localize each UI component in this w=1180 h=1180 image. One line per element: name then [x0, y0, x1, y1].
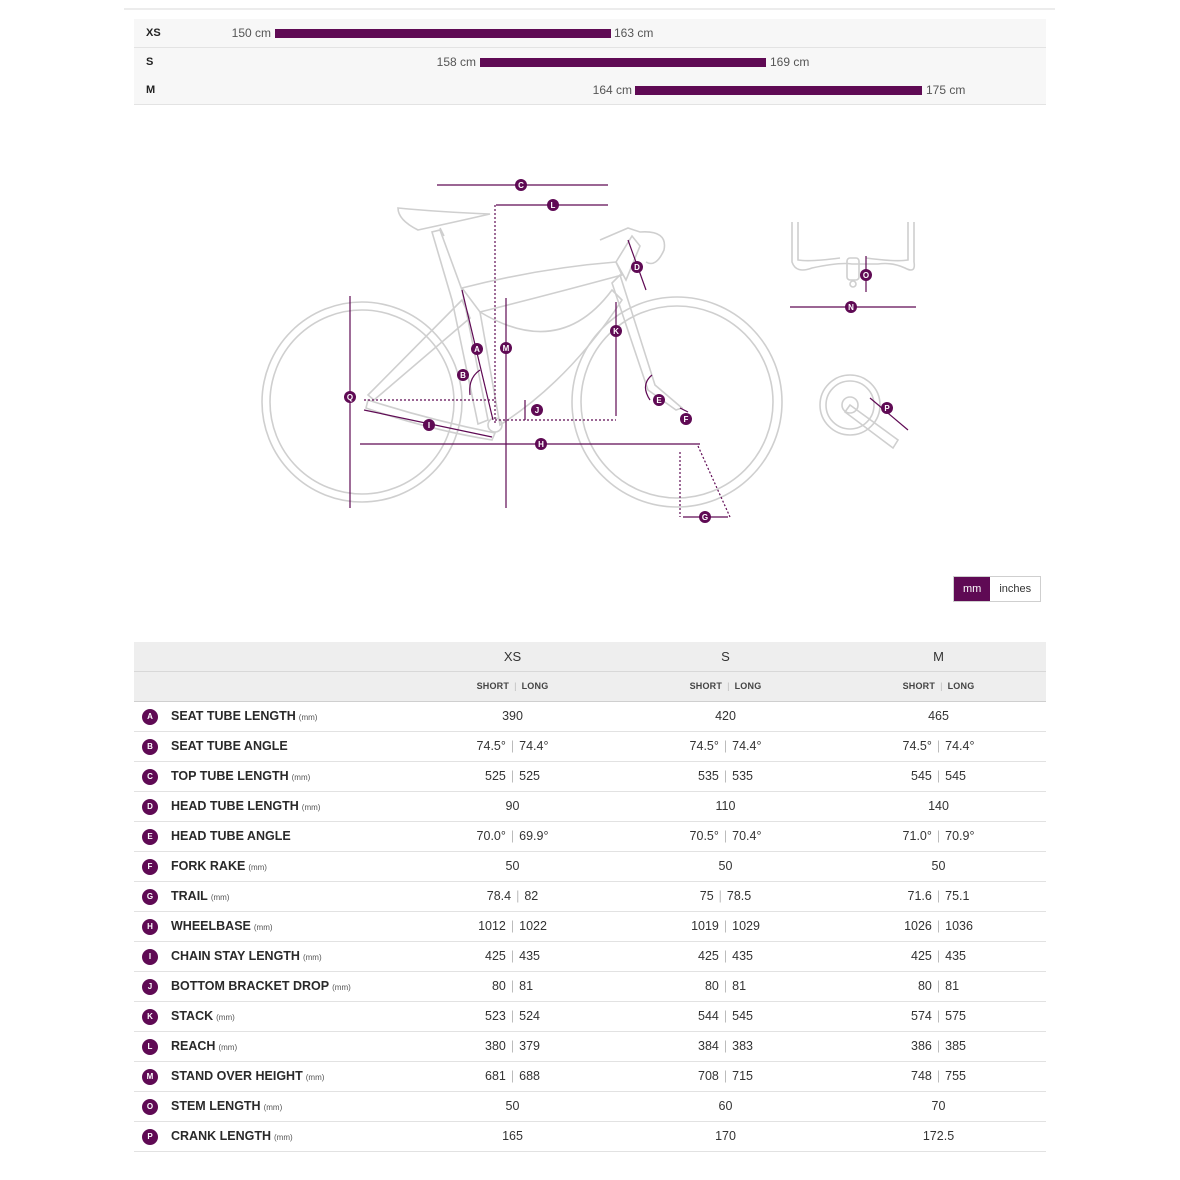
- measurement-name: [171, 1092, 282, 1122]
- value-separator: |: [510, 1069, 515, 1083]
- svg-text:K: K: [613, 327, 619, 336]
- value-cell-s: [619, 732, 832, 761]
- measurement-unit: (mm): [332, 983, 351, 992]
- marker-a: [471, 343, 483, 355]
- table-row: [134, 1032, 1046, 1062]
- measurement-name: [171, 1122, 293, 1152]
- long-value: 688: [519, 1069, 540, 1083]
- long-value: 715: [732, 1069, 753, 1083]
- value-cell-m: [832, 942, 1045, 971]
- short-value: 523: [485, 1009, 506, 1023]
- letter-badge: H: [142, 919, 158, 935]
- letter-badge: K: [142, 1009, 158, 1025]
- table-row: [134, 762, 1046, 792]
- short-value: 525: [485, 769, 506, 783]
- unit-toggle: [953, 576, 1041, 602]
- long-value: 379: [519, 1039, 540, 1053]
- letter-badge: D: [142, 799, 158, 815]
- value-cell-m: [832, 1062, 1045, 1091]
- down-tube: [480, 290, 622, 425]
- long-value: 385: [945, 1039, 966, 1053]
- range-bar: [480, 58, 766, 67]
- short-value: 708: [698, 1069, 719, 1083]
- letter-badge: G: [142, 889, 158, 905]
- table-row: [134, 1092, 1046, 1122]
- long-value: 535: [732, 769, 753, 783]
- marker-o: [860, 269, 872, 281]
- measurement-unit: (mm): [301, 803, 321, 812]
- long-value: 74.4°: [945, 739, 975, 753]
- measurement-label: FORK RAKE: [171, 859, 246, 873]
- measurement-unit: (mm): [302, 953, 322, 962]
- measurement-name: [171, 1032, 237, 1062]
- svg-text:J: J: [534, 406, 540, 415]
- table-row: [134, 702, 1046, 732]
- short-value: 681: [485, 1069, 506, 1083]
- value-cell-m: 70: [931, 1099, 946, 1113]
- value-cell-s: 110: [715, 799, 736, 813]
- long-value: 435: [945, 949, 966, 963]
- short-value: 71.6: [907, 889, 932, 903]
- long-value: 75.1: [945, 889, 970, 903]
- value-separator: |: [510, 739, 515, 753]
- value-separator: |: [936, 1069, 941, 1083]
- value-cell-m: [832, 882, 1045, 911]
- value-cell-xs: [406, 912, 619, 941]
- marker-e: [653, 394, 665, 406]
- marker-q: [344, 391, 356, 403]
- letter-badge: J: [142, 979, 158, 995]
- value-cell-m: 465: [928, 709, 949, 723]
- long-label: LONG: [947, 681, 975, 691]
- value-cell-s: [619, 912, 832, 941]
- value-cell-xs: [406, 762, 619, 791]
- measurement-label: CHAIN STAY LENGTH: [171, 949, 300, 963]
- measurement-name: [171, 1002, 235, 1032]
- letter-badge: P: [142, 1129, 158, 1145]
- measurement-name: [171, 702, 317, 732]
- value-separator: |: [936, 889, 941, 903]
- value-cell-s: 170: [715, 1129, 736, 1143]
- measurement-label: BOTTOM BRACKET DROP: [171, 979, 330, 993]
- measurement-unit: (mm): [248, 863, 267, 872]
- size-header-m: M: [933, 649, 944, 664]
- value-separator: |: [936, 949, 941, 963]
- short-value: 535: [698, 769, 719, 783]
- value-separator: |: [510, 769, 515, 783]
- value-cell-s: 50: [718, 859, 733, 873]
- short-value: 70.5°: [689, 829, 719, 843]
- measurement-name: [171, 1062, 324, 1092]
- table-row: [134, 942, 1046, 972]
- short-label: SHORT: [902, 681, 936, 691]
- value-cell-m: [832, 732, 1045, 761]
- long-value: 525: [519, 769, 540, 783]
- value-separator: |: [723, 829, 728, 843]
- marker-l: [547, 199, 559, 211]
- range-bar: [635, 86, 922, 95]
- short-value: 545: [911, 769, 932, 783]
- svg-text:M: M: [502, 344, 510, 353]
- table-row: [134, 852, 1046, 882]
- measurement-unit: (mm): [210, 893, 230, 902]
- long-value: 1029: [732, 919, 760, 933]
- range-bar: [275, 29, 611, 38]
- value-separator: |: [510, 1039, 515, 1053]
- value-separator: |: [718, 889, 722, 903]
- value-cell-xs: 50: [505, 1099, 520, 1113]
- svg-text:C: C: [518, 181, 524, 190]
- letter-badge: C: [142, 769, 158, 785]
- svg-text:H: H: [538, 440, 544, 449]
- value-separator: |: [936, 769, 941, 783]
- value-cell-m: [832, 1032, 1045, 1061]
- value-cell-s: 420: [715, 709, 736, 723]
- marker-h: [535, 438, 547, 450]
- variant-header: SHORT | LONG: [689, 681, 762, 691]
- value-cell-s: [619, 822, 832, 851]
- long-value: 524: [519, 1009, 540, 1023]
- short-value: 78.4: [486, 889, 512, 903]
- value-cell-m: [832, 762, 1045, 791]
- saddle: [398, 208, 490, 230]
- value-separator: |: [936, 919, 941, 933]
- long-value: 435: [519, 949, 540, 963]
- measurement-name: [171, 912, 273, 942]
- short-value: 574: [911, 1009, 932, 1023]
- short-value: 425: [911, 949, 932, 963]
- unit-inches-button[interactable]: inches: [990, 577, 1040, 601]
- range-min: 158 cm: [436, 55, 476, 69]
- long-value: 70.9°: [945, 829, 975, 843]
- measurement-label: CRANK LENGTH: [171, 1129, 271, 1143]
- letter-badge: E: [142, 829, 158, 845]
- measurement-label: HEAD TUBE LENGTH: [171, 799, 299, 813]
- value-cell-xs: [406, 942, 619, 971]
- range-max: 169 cm: [770, 55, 810, 69]
- short-value: 1019: [691, 919, 719, 933]
- value-separator: |: [936, 979, 941, 993]
- long-value: 1022: [519, 919, 547, 933]
- value-separator: |: [510, 1009, 515, 1023]
- size-label: XS: [146, 27, 161, 39]
- measurement-label: REACH: [171, 1039, 216, 1053]
- handlebar-front-view: [792, 222, 914, 270]
- short-value: 1026: [904, 919, 932, 933]
- range-max: 163 cm: [614, 26, 654, 40]
- range-max: 175 cm: [926, 83, 966, 97]
- table-variant-header: [134, 672, 1046, 702]
- measurement-name: [171, 852, 267, 882]
- measurement-label: SEAT TUBE ANGLE: [171, 739, 288, 753]
- short-value: 74.5°: [476, 739, 506, 753]
- value-cell-m: 172.5: [922, 1129, 955, 1143]
- value-cell-xs: 390: [502, 709, 523, 723]
- table-row: [134, 1002, 1046, 1032]
- svg-text:E: E: [656, 396, 662, 405]
- svg-text:I: I: [427, 421, 431, 430]
- value-separator: |: [510, 979, 515, 993]
- svg-text:N: N: [848, 303, 854, 312]
- variant-header: SHORT | LONG: [902, 681, 975, 691]
- value-cell-s: [619, 762, 832, 791]
- size-header-xs: XS: [503, 649, 522, 664]
- measurement-label: TRAIL: [171, 889, 208, 903]
- measurement-label: HEAD TUBE ANGLE: [171, 829, 291, 843]
- rear-wheel: [262, 302, 462, 502]
- value-cell-s: 60: [718, 1099, 733, 1113]
- short-value: 75: [699, 889, 714, 903]
- value-separator: |: [510, 829, 515, 843]
- long-value: 755: [945, 1069, 966, 1083]
- bike-geometry-diagram: [240, 160, 940, 540]
- marker-k: [610, 325, 622, 337]
- long-value: 81: [732, 979, 747, 993]
- short-value: 748: [911, 1069, 932, 1083]
- measurement-unit: (mm): [291, 773, 311, 782]
- measurement-unit: (mm): [253, 923, 273, 932]
- fork: [612, 275, 682, 410]
- size-header-s: S: [721, 649, 730, 664]
- letter-badge: A: [142, 709, 158, 725]
- marker-b: [457, 369, 469, 381]
- long-label: LONG: [734, 681, 762, 691]
- unit-mm-button[interactable]: mm: [954, 577, 990, 601]
- measurement-name: [171, 822, 291, 851]
- marker-i: [423, 419, 435, 431]
- short-value: 70.0°: [476, 829, 506, 843]
- measurement-label: WHEELBASE: [171, 919, 251, 933]
- value-cell-xs: [406, 1002, 619, 1031]
- value-cell-m: [832, 822, 1045, 851]
- measurement-unit: (mm): [305, 1073, 325, 1082]
- measurement-unit: (mm): [263, 1103, 283, 1112]
- short-value: 544: [698, 1009, 719, 1023]
- long-value: 74.4°: [732, 739, 762, 753]
- head-tube: [616, 236, 640, 280]
- long-value: 70.4°: [732, 829, 762, 843]
- value-cell-xs: 50: [505, 859, 520, 873]
- long-value: 575: [945, 1009, 966, 1023]
- value-cell-xs: [406, 882, 619, 911]
- table-row: [134, 972, 1046, 1002]
- short-value: 425: [485, 949, 506, 963]
- value-separator: |: [510, 949, 515, 963]
- size-range-row-s: [134, 48, 1046, 77]
- value-separator: |: [936, 829, 941, 843]
- long-value: 81: [945, 979, 960, 993]
- letter-badge: L: [142, 1039, 158, 1055]
- marker-p: [881, 402, 893, 414]
- measurement-unit: (mm): [274, 1133, 293, 1142]
- measurement-unit: (mm): [216, 1013, 235, 1022]
- measurement-name: [171, 792, 320, 822]
- long-value: 74.4°: [519, 739, 549, 753]
- measurement-unit: (mm): [298, 713, 318, 722]
- marker-j: [531, 404, 543, 416]
- letter-badge: M: [142, 1069, 158, 1085]
- measurement-label: TOP TUBE LENGTH: [171, 769, 289, 783]
- value-cell-xs: 90: [505, 799, 520, 813]
- top-divider: [124, 8, 1055, 10]
- marker-m: [500, 342, 512, 354]
- value-cell-m: [832, 972, 1045, 1001]
- measurement-label: STAND OVER HEIGHT: [171, 1069, 303, 1083]
- size-label: M: [146, 84, 156, 96]
- letter-badge: F: [142, 859, 158, 875]
- short-value: 74.5°: [902, 739, 932, 753]
- short-value: 380: [485, 1039, 506, 1053]
- short-value: 1012: [478, 919, 506, 933]
- long-value: 81: [519, 979, 534, 993]
- marker-c: [515, 179, 527, 191]
- value-separator: |: [723, 1039, 728, 1053]
- value-cell-s: [619, 1032, 832, 1061]
- short-value: 384: [698, 1039, 719, 1053]
- table-size-header: [134, 642, 1046, 672]
- handlebar: [600, 228, 665, 264]
- range-min: 150 cm: [231, 26, 271, 40]
- measurement-label: SEAT TUBE LENGTH: [171, 709, 296, 723]
- svg-text:B: B: [460, 371, 466, 380]
- table-row: [134, 1122, 1046, 1152]
- value-separator: |: [516, 889, 520, 903]
- svg-text:L: L: [550, 201, 556, 210]
- marker-d: [631, 261, 643, 273]
- long-value: 383: [732, 1039, 753, 1053]
- long-value: 435: [732, 949, 753, 963]
- svg-text:F: F: [683, 415, 689, 424]
- long-value: 82: [524, 889, 539, 903]
- value-separator: |: [510, 919, 515, 933]
- svg-text:O: O: [862, 271, 870, 280]
- value-cell-xs: [406, 1032, 619, 1061]
- value-cell-m: 140: [928, 799, 949, 813]
- value-cell-xs: [406, 822, 619, 851]
- letter-badge: I: [142, 949, 158, 965]
- long-value: 69.9°: [519, 829, 549, 843]
- long-value: 78.5: [726, 889, 752, 903]
- value-cell-s: [619, 1062, 832, 1091]
- measurement-name: [171, 762, 310, 792]
- value-separator: |: [723, 739, 728, 753]
- front-wheel: [572, 297, 782, 507]
- long-value: 545: [732, 1009, 753, 1023]
- range-min: 164 cm: [592, 83, 632, 97]
- value-cell-s: [619, 972, 832, 1001]
- long-label: LONG: [521, 681, 549, 691]
- marker-f: [680, 413, 692, 425]
- table-row: [134, 732, 1046, 762]
- value-cell-xs: [406, 732, 619, 761]
- marker-g: [699, 511, 711, 523]
- top-tube: [462, 262, 622, 312]
- value-cell-m: [832, 1002, 1045, 1031]
- short-label: SHORT: [476, 681, 510, 691]
- value-cell-s: [619, 1002, 832, 1031]
- measurement-name: [171, 942, 322, 972]
- table-row: [134, 822, 1046, 852]
- geometry-table: [134, 642, 1046, 1152]
- measurement-unit: (mm): [218, 1043, 238, 1052]
- short-value: 80: [491, 979, 506, 993]
- size-label: S: [146, 56, 154, 68]
- measurement-name: [171, 972, 351, 1002]
- short-value: 71.0°: [902, 829, 932, 843]
- value-separator: |: [723, 1009, 728, 1023]
- value-separator: |: [936, 739, 941, 753]
- letter-badge: B: [142, 739, 158, 755]
- table-row: [134, 882, 1046, 912]
- variant-header: SHORT | LONG: [476, 681, 549, 691]
- letter-badge: O: [142, 1099, 158, 1115]
- value-cell-xs: 165: [502, 1129, 523, 1143]
- value-separator: |: [723, 1069, 728, 1083]
- value-separator: |: [723, 919, 728, 933]
- size-range-row-m: [134, 76, 1046, 105]
- short-label: SHORT: [689, 681, 723, 691]
- long-value: 1036: [945, 919, 973, 933]
- svg-text:D: D: [634, 263, 640, 272]
- value-cell-s: [619, 942, 832, 971]
- svg-text:P: P: [884, 404, 890, 413]
- value-separator: |: [723, 949, 728, 963]
- short-value: 80: [917, 979, 932, 993]
- value-separator: |: [936, 1009, 941, 1023]
- value-separator: |: [723, 769, 728, 783]
- value-cell-m: 50: [931, 859, 946, 873]
- size-range-row-xs: [134, 19, 1046, 48]
- table-row: [134, 1062, 1046, 1092]
- svg-text:Q: Q: [346, 393, 354, 402]
- measurement-label: STACK: [171, 1009, 214, 1023]
- marker-n: [845, 301, 857, 313]
- value-cell-xs: [406, 1062, 619, 1091]
- value-cell-xs: [406, 972, 619, 1001]
- value-separator: |: [936, 1039, 941, 1053]
- table-row: [134, 792, 1046, 822]
- svg-text:G: G: [701, 513, 709, 522]
- short-value: 74.5°: [689, 739, 719, 753]
- measurement-name: [171, 732, 288, 761]
- short-value: 386: [911, 1039, 932, 1053]
- value-separator: |: [723, 979, 728, 993]
- long-value: 545: [945, 769, 966, 783]
- value-cell-m: [832, 912, 1045, 941]
- measurement-label: STEM LENGTH: [171, 1099, 261, 1113]
- short-value: 80: [704, 979, 719, 993]
- short-value: 425: [698, 949, 719, 963]
- value-cell-s: [619, 882, 832, 911]
- svg-text:A: A: [474, 345, 480, 354]
- measurement-name: [171, 882, 229, 912]
- table-row: [134, 912, 1046, 942]
